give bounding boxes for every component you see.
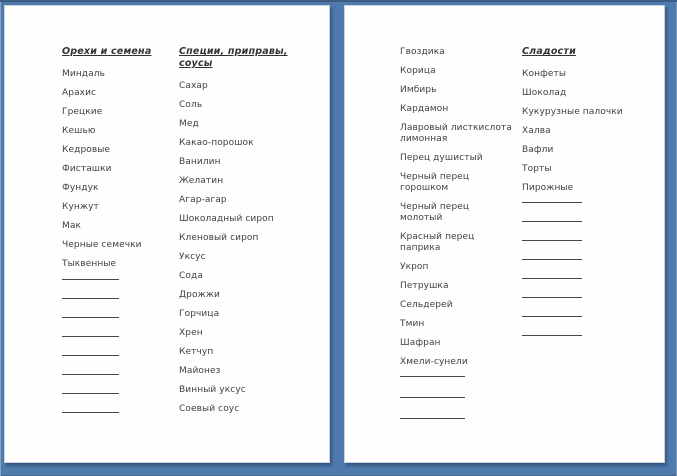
list-item: Гвоздика	[400, 47, 445, 57]
blank-fill-line	[62, 298, 119, 299]
list-item: Имбирь	[400, 85, 437, 95]
list-item: Мак	[62, 221, 82, 231]
list-item: Миндаль	[62, 69, 105, 79]
blank-fill-line	[62, 279, 119, 280]
column-spices-sauces	[179, 46, 301, 424]
blank-fill-line	[522, 297, 582, 298]
column-header: Орехи и семена	[62, 46, 152, 57]
blank-fill-line	[62, 374, 119, 375]
list-item: Винный уксус	[179, 385, 246, 395]
list-item: Красный перец паприка	[400, 232, 475, 253]
list-item: Фундук	[62, 183, 99, 193]
list-item: Хрен	[179, 328, 203, 338]
list-item: Кленовый сироп	[179, 233, 259, 243]
blank-fill-line	[62, 317, 119, 318]
list-item: Уксус	[179, 252, 206, 262]
list-item: Черный перец молотый	[400, 202, 470, 223]
column-sweets	[522, 46, 654, 354]
document-page-1	[4, 5, 330, 463]
blank-fill-line	[522, 202, 582, 203]
list-item: Корица	[400, 66, 436, 76]
list-item: Кукурузные палочки	[522, 107, 623, 117]
blank-fill-line	[522, 259, 582, 260]
column-header: Специи, приправы, соусы	[179, 46, 288, 69]
list-item: Горчица	[179, 309, 220, 319]
list-item: Кетчуп	[179, 347, 214, 357]
list-item: Соль	[179, 100, 203, 110]
item-list	[522, 69, 654, 194]
blank-fill-line	[62, 393, 119, 394]
list-item: Черные семечки	[62, 240, 142, 250]
list-item: Кешью	[62, 126, 96, 136]
blank-fill-line	[522, 316, 582, 317]
blank-fill-line	[522, 240, 582, 241]
list-item: Фисташки	[62, 164, 112, 174]
item-list	[62, 69, 174, 270]
list-item: Хмели-сунели	[400, 357, 468, 367]
list-item: Шафран	[400, 338, 441, 348]
list-item: Ванилин	[179, 157, 221, 167]
list-item: Сода	[179, 271, 203, 281]
blank-fill-line	[400, 376, 465, 377]
blank-fill-line	[400, 418, 465, 419]
blank-line-group	[62, 279, 174, 413]
column-nuts-seeds	[62, 46, 174, 431]
list-item: Дрожжи	[179, 290, 220, 300]
list-item: Мед	[179, 119, 199, 129]
list-item: Лавровый листкислота лимонная	[400, 123, 512, 144]
blank-line-group	[522, 202, 654, 336]
list-item: Сельдерей	[400, 300, 453, 310]
list-item: Арахис	[62, 88, 97, 98]
list-item: Тмин	[400, 319, 425, 329]
list-item: Укроп	[400, 262, 429, 272]
list-item: Кунжут	[62, 202, 99, 212]
list-item: Конфеты	[522, 69, 567, 79]
blank-fill-line	[522, 278, 582, 279]
list-item: Какао-порошок	[179, 138, 254, 148]
list-item: Петрушка	[400, 281, 449, 291]
list-item: Майонез	[179, 366, 221, 376]
list-item: Кедровые	[62, 145, 111, 155]
blank-fill-line	[522, 221, 582, 222]
list-item: Соевый соус	[179, 404, 240, 414]
list-item: Грецкие	[62, 107, 103, 117]
item-list	[179, 81, 301, 415]
blank-fill-line	[62, 412, 119, 413]
list-item: Кардамон	[400, 104, 449, 114]
column-header: Сладости	[522, 46, 576, 57]
list-item: Шоколад	[522, 88, 567, 98]
list-item: Пирожные	[522, 183, 574, 193]
list-item: Сахар	[179, 81, 208, 91]
blank-fill-line	[400, 397, 465, 398]
list-item: Черный перец горошком	[400, 172, 470, 193]
list-item: Шоколадный сироп	[179, 214, 274, 224]
blank-line-group	[400, 376, 514, 419]
document-page-2	[344, 5, 665, 463]
list-item: Тыквенные	[62, 259, 117, 269]
list-item: Перец душистый	[400, 153, 483, 163]
list-item: Желатин	[179, 176, 224, 186]
column-spices-continued	[400, 47, 514, 439]
list-item: Агар-агар	[179, 195, 227, 205]
item-list	[400, 47, 514, 368]
blank-fill-line	[522, 335, 582, 336]
list-item: Торты	[522, 164, 552, 174]
blank-fill-line	[62, 336, 119, 337]
list-item: Вафли	[522, 145, 554, 155]
list-item: Халва	[522, 126, 551, 136]
blank-fill-line	[62, 355, 119, 356]
